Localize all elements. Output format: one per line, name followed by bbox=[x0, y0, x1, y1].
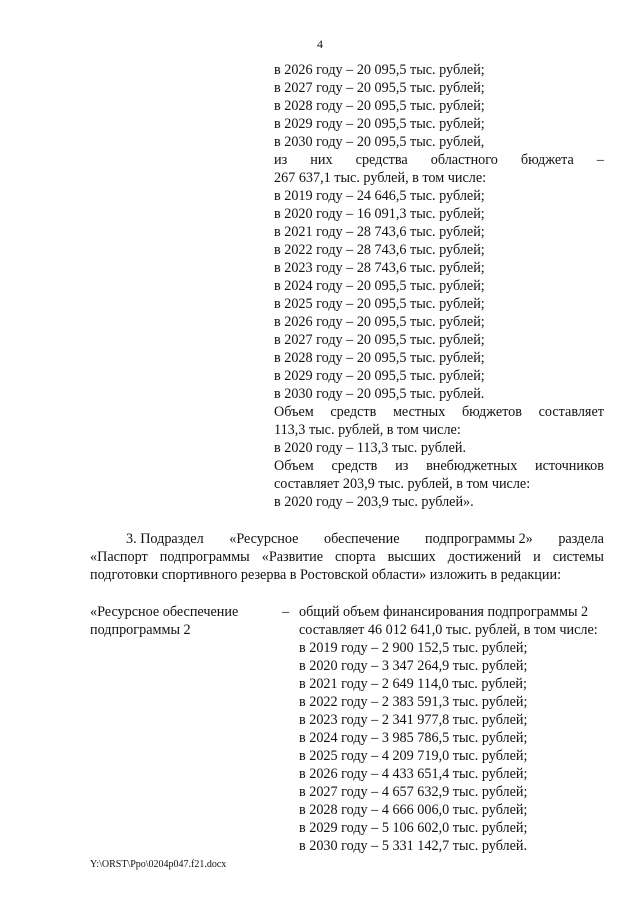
table-dash: – bbox=[282, 604, 290, 620]
section3-line-3: подготовки спортивного резерва в Ростовской области» изложить в редакции: bbox=[90, 567, 562, 583]
table-year-line: в 2028 году – 4 666 006,0 тыс. рублей; bbox=[299, 802, 528, 818]
table-year-line: в 2022 году – 2 383 591,3 тыс. рублей; bbox=[299, 694, 528, 710]
table-year-line: в 2020 году – 3 347 264,9 тыс. рублей; bbox=[299, 658, 528, 674]
table-text: общий объем финансирования подпрограммы 2 bbox=[299, 604, 589, 620]
funding-line: в 2029 году – 20 095,5 тыс. рублей; bbox=[274, 368, 485, 384]
file-path-footer: Y:\ORST\Ppo\0204p047.f21.docx bbox=[90, 859, 227, 870]
funding-line: в 2028 году – 20 095,5 тыс. рублей; bbox=[274, 98, 485, 114]
word: достижений bbox=[447, 549, 522, 565]
word: средства bbox=[355, 152, 408, 168]
table-text: составляет 46 012 641,0 тыс. рублей, в том числе: bbox=[299, 622, 598, 638]
funding-line: в 2030 году – 20 095,5 тыс. рублей, bbox=[274, 134, 485, 150]
regional-budget-heading bbox=[274, 151, 604, 169]
table-year-line: в 2019 году – 2 900 152,5 тыс. рублей; bbox=[299, 640, 528, 656]
funding-line: в 2022 году – 28 743,6 тыс. рублей; bbox=[274, 242, 485, 258]
word: местных bbox=[392, 404, 446, 420]
word: – bbox=[596, 152, 604, 168]
funding-line: в 2019 году – 24 646,5 тыс. рублей; bbox=[274, 188, 485, 204]
table-year-line: в 2027 году – 4 657 632,9 тыс. рублей; bbox=[299, 784, 528, 800]
word: Объем bbox=[274, 458, 314, 474]
funding-line: в 2030 году – 20 095,5 тыс. рублей. bbox=[274, 386, 485, 402]
funding-line: в 2021 году – 28 743,6 тыс. рублей; bbox=[274, 224, 485, 240]
word: Объем bbox=[274, 404, 314, 420]
word: бюджетов bbox=[461, 404, 522, 420]
funding-line: в 2027 году – 20 095,5 тыс. рублей; bbox=[274, 332, 485, 348]
word: бюджета bbox=[520, 152, 574, 168]
funding-line: в 2023 году – 28 743,6 тыс. рублей; bbox=[274, 260, 485, 276]
table-year-line: в 2029 году – 5 106 602,0 тыс. рублей; bbox=[299, 820, 528, 836]
word: 3. Подраздел bbox=[126, 531, 204, 547]
word: и bbox=[533, 549, 541, 565]
word: средств bbox=[331, 458, 378, 474]
table-year-line: в 2021 году – 2 649 114,0 тыс. рублей; bbox=[299, 676, 527, 692]
word: «Паспорт bbox=[90, 549, 148, 565]
word: из bbox=[274, 152, 288, 168]
local-budget-total: 113,3 тыс. рублей, в том числе: bbox=[274, 422, 461, 438]
funding-line: в 2025 году – 20 095,5 тыс. рублей; bbox=[274, 296, 485, 312]
word: спорта bbox=[335, 549, 376, 565]
word: них bbox=[310, 152, 333, 168]
funding-line: в 2026 году – 20 095,5 тыс. рублей; bbox=[274, 62, 485, 78]
table-year-line: в 2023 году – 2 341 977,8 тыс. рублей; bbox=[299, 712, 528, 728]
local-budget-heading bbox=[274, 403, 604, 421]
extrabudgetary-heading bbox=[274, 457, 604, 475]
word: раздела bbox=[558, 531, 604, 547]
word: обеспечение bbox=[323, 531, 400, 547]
funding-line: в 2020 году – 203,9 тыс. рублей». bbox=[274, 494, 474, 510]
funding-line: в 2020 году – 16 091,3 тыс. рублей; bbox=[274, 206, 485, 222]
section3-line-1 bbox=[126, 530, 604, 548]
word: областного bbox=[430, 152, 498, 168]
table-year-line: в 2030 году – 5 331 142,7 тыс. рублей. bbox=[299, 838, 528, 854]
funding-line: в 2026 году – 20 095,5 тыс. рублей; bbox=[274, 314, 485, 330]
funding-line: в 2027 году – 20 095,5 тыс. рублей; bbox=[274, 80, 485, 96]
table-year-line: в 2024 году – 3 985 786,5 тыс. рублей; bbox=[299, 730, 528, 746]
extrabudgetary-total: составляет 203,9 тыс. рублей, в том числе: bbox=[274, 476, 531, 492]
word: внебюджетных bbox=[426, 458, 518, 474]
word: «Ресурсное bbox=[229, 531, 299, 547]
word: системы bbox=[552, 549, 604, 565]
funding-line: в 2024 году – 20 095,5 тыс. рублей; bbox=[274, 278, 485, 294]
word: источников bbox=[535, 458, 604, 474]
word: высших bbox=[387, 549, 436, 565]
table-label: «Ресурсное обеспечение bbox=[90, 604, 239, 620]
table-label: подпрограммы 2 bbox=[90, 622, 191, 638]
funding-line: в 2028 году – 20 095,5 тыс. рублей; bbox=[274, 350, 485, 366]
page-number: 4 bbox=[317, 37, 323, 51]
table-year-line: в 2025 году – 4 209 719,0 тыс. рублей; bbox=[299, 748, 528, 764]
word: подпрограммы 2» bbox=[425, 531, 533, 547]
table-year-line: в 2026 году – 4 433 651,4 тыс. рублей; bbox=[299, 766, 528, 782]
word: «Развитие bbox=[261, 549, 323, 565]
funding-line: в 2029 году – 20 095,5 тыс. рублей; bbox=[274, 116, 485, 132]
funding-line: в 2020 году – 113,3 тыс. рублей. bbox=[274, 440, 467, 456]
word: из bbox=[395, 458, 409, 474]
regional-budget-total: 267 637,1 тыс. рублей, в том числе: bbox=[274, 170, 487, 186]
word: подпрограммы bbox=[159, 549, 250, 565]
word: составляет bbox=[538, 404, 604, 420]
section3-line-2 bbox=[90, 548, 604, 566]
word: средств bbox=[330, 404, 377, 420]
